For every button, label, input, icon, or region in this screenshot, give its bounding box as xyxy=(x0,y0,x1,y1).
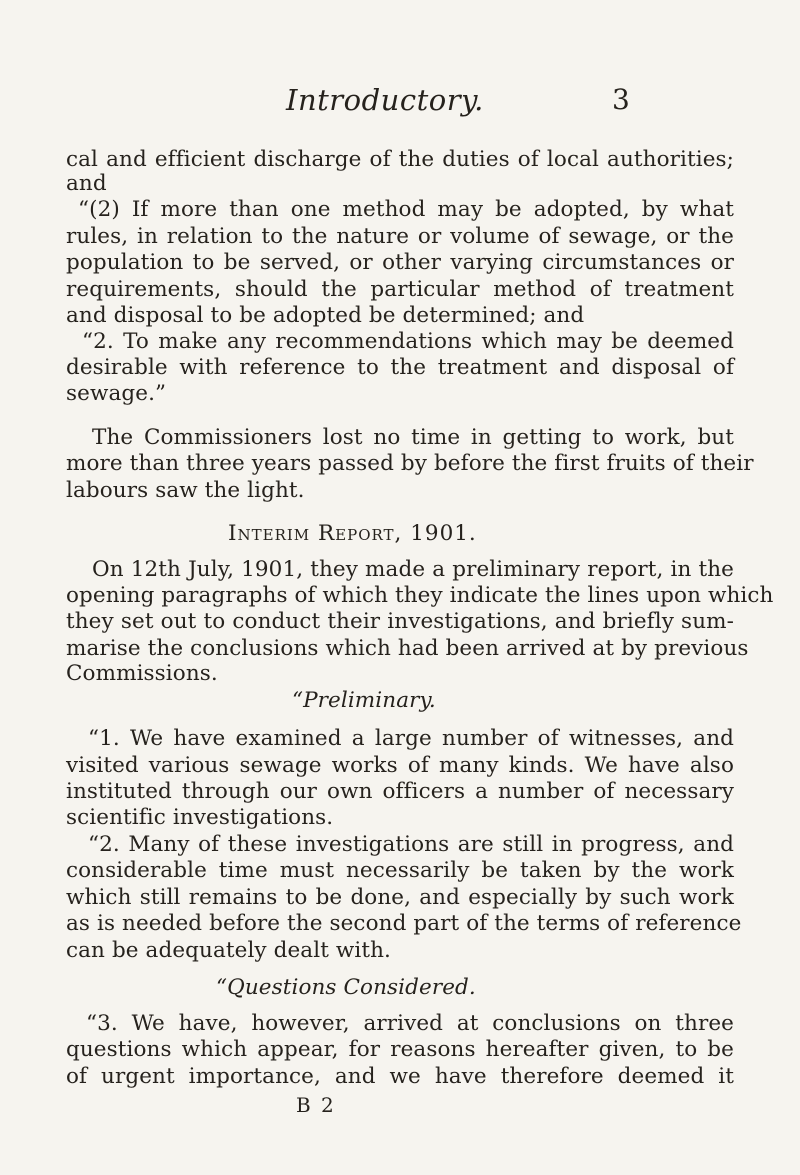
text-line: marise the conclusions which had been arrived at by previous xyxy=(66,636,749,661)
text-line: requirements, should the particular method of treatment xyxy=(66,277,734,302)
text-line: as is needed before the second part of the terms of reference xyxy=(66,911,742,936)
running-head: Introductory. xyxy=(286,83,484,117)
text-line: questions which appear, for reasons hereafter given, to be xyxy=(66,1037,734,1062)
text-line: opening paragraphs of which they indicate the lines upon which xyxy=(66,583,774,608)
text-line: On 12th July, 1901, they made a preliminary report, in the xyxy=(92,557,734,582)
text-line: of urgent importance, and we have therefore deemed it xyxy=(66,1064,734,1089)
text-line: “3. We have, however, arrived at conclusions on three xyxy=(86,1011,734,1036)
text-line: more than three years passed by before the first fruits of their xyxy=(66,451,754,476)
text-line: “(2) If more than one method may be adopted, by what xyxy=(78,197,734,222)
text-line: “2. To make any recommendations which may be deemed xyxy=(82,329,734,354)
text-line: sewage.” xyxy=(66,381,167,406)
text-line: scientific investigations. xyxy=(66,805,334,830)
text-line: and xyxy=(66,171,107,196)
sub-heading: “Questions Considered. xyxy=(216,975,476,1000)
text-line: The Commissioners lost no time in getting to work, but xyxy=(92,425,734,450)
text-line: considerable time must necessarily be taken by the work xyxy=(66,858,734,883)
text-line: instituted through our own officers a number of necessary xyxy=(66,779,734,804)
text-line: which still remains to be done, and especially by such work xyxy=(66,885,734,910)
text-line: Commissions. xyxy=(66,661,218,686)
text-line: visited various sewage works of many kinds. We have also xyxy=(66,753,734,778)
text-line: cal and efficient discharge of the duties of local authorities; xyxy=(66,147,734,172)
text-line: “2. Many of these investigations are still in progress, and xyxy=(88,832,734,857)
text-line: labours saw the light. xyxy=(66,478,305,503)
sub-heading: “Preliminary. xyxy=(292,688,436,713)
text-line: population to be served, or other varying circumstances or xyxy=(66,250,734,275)
page-number: 3 xyxy=(612,83,630,116)
text-line: “1. We have examined a large number of witnesses, and xyxy=(88,726,734,751)
section-heading: Interim Report, 1901. xyxy=(228,521,477,546)
text-line: they set out to conduct their investigations, and briefly sum- xyxy=(66,609,734,634)
text-line: desirable with reference to the treatment and disposal of xyxy=(66,355,734,380)
text-line: can be adequately dealt with. xyxy=(66,938,391,963)
text-line: and disposal to be adopted be determined; and xyxy=(66,303,585,328)
signature-mark: B 2 xyxy=(296,1093,336,1117)
text-line: rules, in relation to the nature or volume of sewage, or the xyxy=(66,224,734,249)
